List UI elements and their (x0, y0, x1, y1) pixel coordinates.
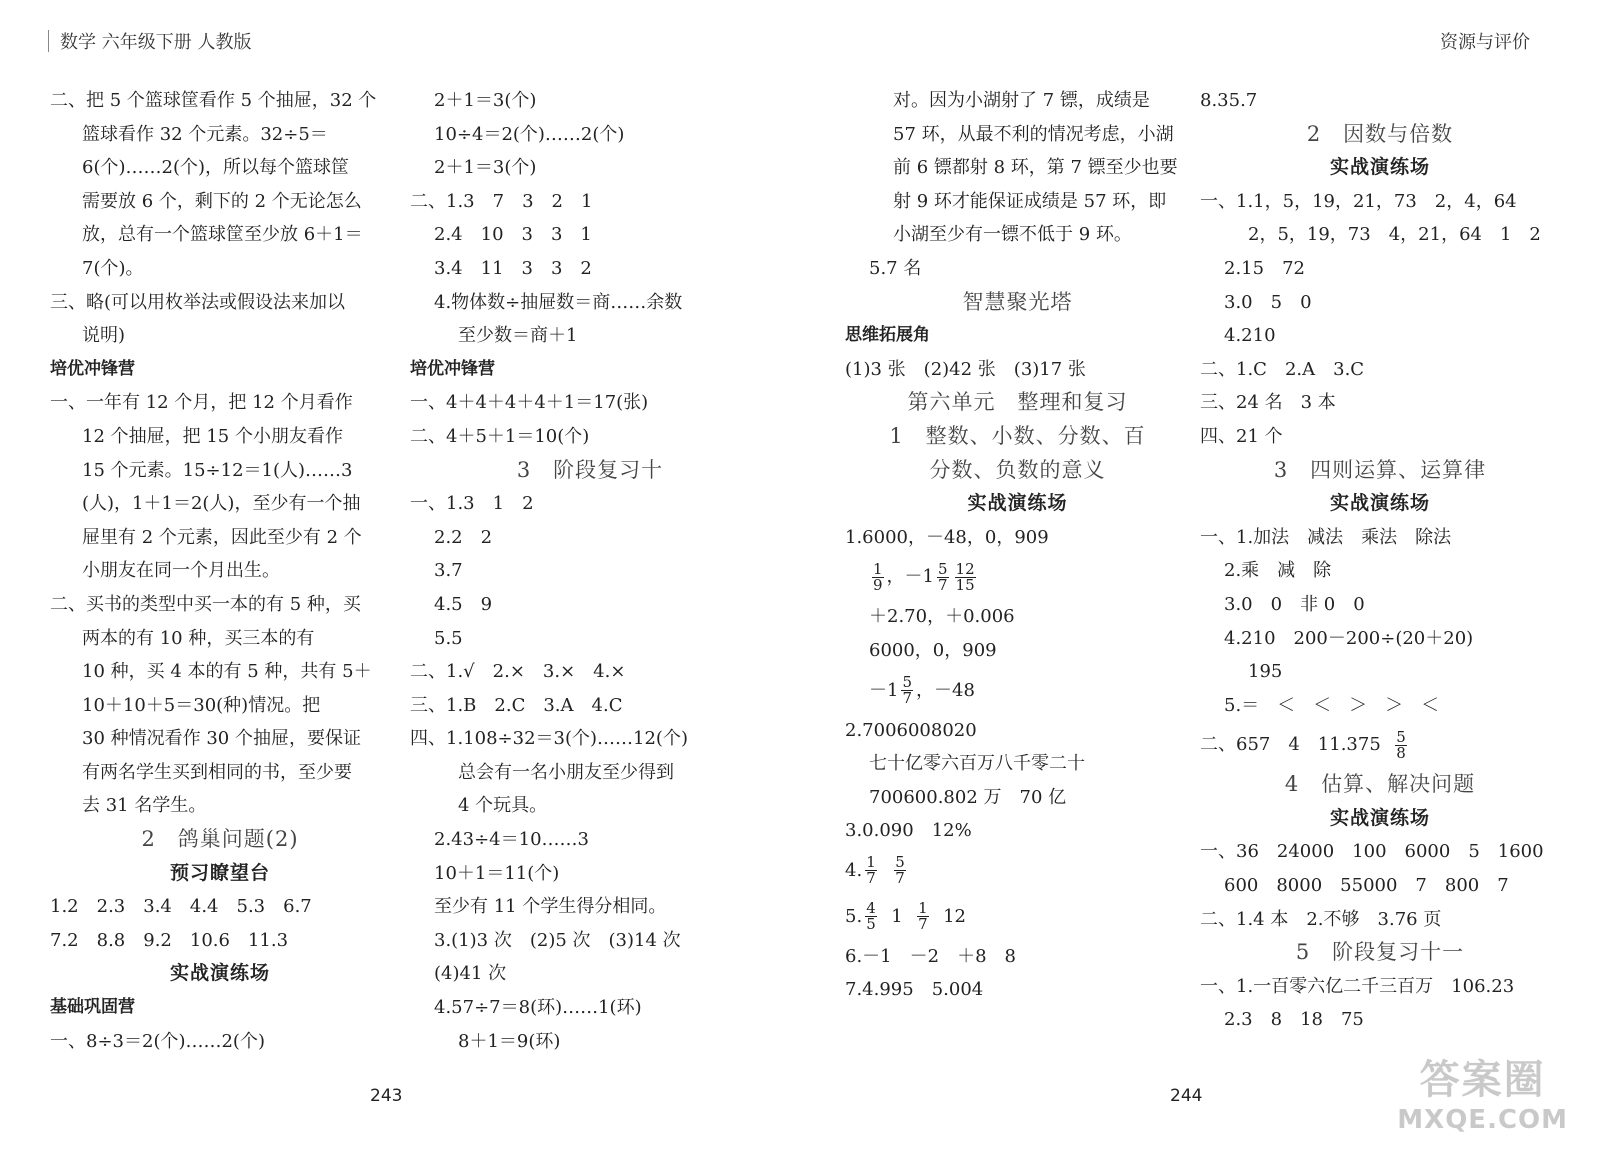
text-line: 15 个元素。15÷12＝1(人)……3 (82, 459, 353, 481)
text-fragment: 12 (943, 905, 966, 927)
text-line: 2.15 72 (1224, 257, 1305, 279)
text-line: 四、21 个 (1200, 425, 1283, 447)
fraction-denominator: 15 (955, 575, 975, 594)
text-line: 5.7 名 (869, 257, 922, 279)
text-line: 3.0 5 0 (1224, 291, 1312, 313)
text-line: 二、1.√ 2.× 3.× 4.× (410, 661, 626, 683)
text-line: 三、24 名 3 本 (1200, 392, 1336, 414)
text-line: 3.7 (434, 560, 463, 582)
text-line: 2.2 2 (434, 526, 493, 548)
text-line: 2＋1＝3(个) (434, 157, 537, 179)
fraction-numerator: 5 (1396, 727, 1406, 746)
text-line: 2.乘 减 除 (1224, 560, 1332, 582)
fraction (872, 559, 884, 594)
book-series: 资源与评价 (1440, 32, 1530, 53)
text-line: (4)41 次 (434, 963, 507, 985)
text-line: 2.3 8 18 75 (1224, 1009, 1364, 1031)
text-line: 12 个抽屉，把 15 个小朋友看作 (82, 425, 343, 447)
text-line: 二、1.3 7 3 2 1 (410, 190, 593, 212)
text-line: 2，5，19，73 4，21，64 1 2 (1248, 224, 1541, 246)
text-line: (人)，1＋1＝2(人)，至少有一个抽 (82, 493, 361, 515)
subsection-heading: 实战演练场 (967, 492, 1068, 515)
page-number-right: 244 (1170, 1086, 1203, 1106)
section-heading: 基础巩固营 (50, 997, 135, 1018)
section-heading: 培优冲锋营 (50, 358, 135, 379)
text-line: 一、4＋4＋4＋4＋1＝17(张) (410, 392, 649, 414)
text-line: 3.0 0 非 0 0 (1224, 593, 1365, 615)
fraction-numerator: 4 (866, 899, 876, 918)
fraction-numerator: 1 (918, 899, 928, 918)
text-line: 需要放 6 个，剩下的 2 个无论怎么 (82, 190, 362, 212)
text-line: 二、买书的类型中买一本的有 5 种，买 (50, 593, 361, 615)
fraction-denominator: 7 (938, 575, 948, 594)
fraction-line (845, 848, 1190, 894)
text-line: 600 8000 55000 7 800 7 (1224, 875, 1509, 897)
fraction-denominator: 7 (902, 689, 912, 707)
text-line: 二、1.C 2.A 3.C (1200, 358, 1365, 380)
text-line: 篮球看作 32 个元素。32÷5＝ (82, 123, 328, 145)
fraction-numerator: 5 (895, 853, 905, 872)
fraction (917, 901, 929, 932)
subsection-heading: 实战演练场 (1329, 156, 1430, 179)
header-divider (48, 30, 49, 52)
fraction-numerator: 5 (938, 559, 948, 578)
text-fragment: 二、657 4 11.375 (1200, 734, 1381, 756)
text-line: 6(个)……2(个)，所以每个篮球筐 (82, 157, 349, 179)
fraction-numerator: 12 (955, 559, 975, 578)
text-line: 10＋10＋5＝30(种)情况。把 (82, 694, 321, 716)
text-line: 一、1.3 1 2 (410, 493, 534, 515)
text-line: 5.5 (434, 627, 463, 649)
text-line: 4 个玩具。 (458, 795, 548, 817)
watermark-url: MXQE.COM (1397, 1105, 1568, 1135)
text-line: 10 种，买 4 本的有 5 种，共有 5＋ (82, 661, 372, 683)
text-fragment: －1 (869, 679, 899, 701)
column-2 (410, 84, 770, 1058)
fraction-denominator: 8 (1396, 743, 1406, 762)
column-1 (50, 84, 390, 1058)
section-banner: 智慧聚光塔 (962, 289, 1073, 314)
fraction-line (845, 668, 1190, 714)
lesson-title: 3 四则运算、运算律 (1273, 457, 1487, 482)
text-line: 8.35.7 (1200, 90, 1258, 111)
text-line: 10÷4＝2(个)……2(个) (434, 123, 625, 145)
text-line: 4.210 (1224, 325, 1276, 347)
text-line: 30 种情况看作 30 个抽屉，要保证 (82, 728, 361, 750)
text-fragment: 1 (891, 905, 903, 927)
fraction-line (1200, 722, 1560, 768)
column-4 (1200, 84, 1560, 1037)
lesson-title: 2 因数与倍数 (1306, 121, 1454, 146)
text-line: 有两名学生买到相同的书，至少要 (82, 761, 352, 783)
fraction-denominator: 7 (866, 869, 876, 888)
text-line: 至少数＝商＋1 (458, 325, 578, 347)
unit-title: 第六单元 整理和复习 (907, 390, 1128, 415)
fraction-line (845, 554, 1190, 600)
fraction (937, 559, 949, 594)
text-line: 一、8÷3＝2(个)……2(个) (50, 1030, 265, 1052)
text-line: 屉里有 2 个元素，因此至少有 2 个 (82, 526, 362, 548)
text-line: 3.4 11 3 3 2 (434, 257, 592, 279)
text-line: 4.物体数÷抽屉数＝商……余数 (434, 291, 683, 313)
text-line: 一、1.加法 减法 乘法 除法 (1200, 526, 1452, 548)
text-line: 700600.802 万 70 亿 (869, 786, 1067, 808)
text-fragment: ，－1 (886, 566, 934, 588)
subsection-heading: 预习瞭望台 (169, 861, 270, 884)
fraction-denominator: 9 (873, 575, 883, 594)
text-line: 小朋友在同一个月出生。 (82, 560, 280, 582)
text-line: 对。因为小湖射了 7 镖，成绩是 (893, 90, 1150, 111)
text-line: 说明) (82, 325, 126, 347)
text-line: 七十亿零六百万八千零二十 (869, 753, 1085, 775)
text-line: 二、4＋5＋1＝10(个) (410, 425, 590, 447)
text-line: 一、1.1，5，19，21，73 2，4，64 (1200, 190, 1517, 212)
text-line: ＋2.70，＋0.006 (869, 606, 1015, 628)
text-line: 一、一年有 12 个月，把 12 个月看作 (50, 392, 353, 414)
fraction (894, 855, 906, 886)
text-line: 2.7006008020 (845, 719, 977, 741)
fraction-denominator: 7 (895, 869, 905, 888)
text-line: 6000，0，909 (869, 639, 997, 661)
text-fragment: ，－48 (916, 679, 975, 701)
subsection-heading: 实战演练场 (1329, 492, 1430, 515)
text-line: 4.5 9 (434, 593, 493, 615)
text-line: 射 9 环才能保证成绩是 57 环，即 (893, 190, 1167, 212)
text-line: 7(个)。 (82, 257, 144, 279)
text-line: 1.6000，－48，0，909 (845, 526, 1049, 548)
text-line: 一、36 24000 100 6000 5 1600 (1200, 841, 1544, 863)
text-line: 二、把 5 个篮球筐看作 5 个抽屉，32 个 (50, 90, 377, 111)
watermark-logo (1397, 1048, 1568, 1135)
text-line: 三、1.B 2.C 3.A 4.C (410, 694, 623, 716)
text-line: 二、1.4 本 2.不够 3.76 页 (1200, 908, 1442, 930)
text-line: 7.2 8.8 9.2 10.6 11.3 (50, 929, 289, 951)
fraction-numerator: 1 (873, 559, 883, 578)
text-fragment: 5. (845, 905, 863, 927)
text-line: 至少有 11 个学生得分相同。 (434, 896, 667, 918)
text-line: 总会有一名小朋友至少得到 (458, 761, 674, 783)
fraction (1395, 727, 1407, 762)
fraction (901, 675, 913, 706)
lesson-title: 4 估算、解决问题 (1284, 772, 1476, 797)
text-line: 3.(1)3 次 (2)5 次 (3)14 次 (434, 929, 681, 951)
fraction-numerator: 1 (866, 853, 876, 872)
subsection-heading: 实战演练场 (1329, 806, 1430, 829)
text-line: 7.4.995 5.004 (845, 979, 984, 1001)
text-line: 去 31 名学生。 (82, 795, 207, 817)
subsection-heading: 实战演练场 (169, 962, 270, 985)
text-line: 57 环，从最不利的情况考虑，小湖 (893, 123, 1174, 145)
text-line: 2＋1＝3(个) (434, 90, 537, 111)
text-line: 放，总有一个篮球筐至少放 6＋1＝ (82, 224, 363, 246)
book-title: 数学 六年级下册 人教版 (60, 32, 252, 53)
fraction-numerator: 5 (902, 673, 912, 691)
text-line: (1)3 张 (2)42 张 (3)17 张 (845, 358, 1086, 380)
text-line: 一、1.一百零六亿二千三百万 106.23 (1200, 975, 1515, 997)
text-line: 小湖至少有一镖不低于 9 环。 (893, 224, 1132, 246)
lesson-title: 2 鸽巢问题(2) (141, 827, 299, 852)
text-fragment: 4. (845, 859, 863, 881)
fraction-denominator: 5 (866, 915, 876, 934)
fraction (865, 901, 877, 932)
section-heading: 思维拓展角 (845, 325, 930, 346)
column-3 (845, 84, 1190, 1007)
text-line: 2.43÷4＝10……3 (434, 829, 589, 851)
text-line: 1.2 2.3 3.4 4.4 5.3 6.7 (50, 896, 312, 918)
text-line: 3.0.090 12% (845, 820, 972, 842)
text-line: 前 6 镖都射 8 环，第 7 镖至少也要 (893, 157, 1178, 179)
text-line: 三、略(可以用枚举法或假设法来加以 (50, 291, 346, 313)
fraction-denominator: 7 (918, 915, 928, 934)
text-line: 四、1.108÷32＝3(个)……12(个) (410, 728, 688, 750)
text-line: 2.4 10 3 3 1 (434, 224, 592, 246)
fraction (955, 559, 976, 594)
page-number-left: 243 (370, 1086, 403, 1106)
text-line: 6.－1 －2 ＋8 8 (845, 945, 1016, 967)
section-heading: 培优冲锋营 (410, 358, 495, 379)
watermark-text: 答案圈 (1419, 1057, 1546, 1103)
text-line: 4.57÷7＝8(环)……1(环) (434, 997, 642, 1019)
fraction-line (845, 894, 1190, 940)
lesson-title: 5 阶段复习十一 (1295, 940, 1465, 965)
text-line: 5.＝ ＜ ＜ ＞ ＞ ＜ (1224, 694, 1440, 716)
lesson-title-cont: 分数、负数的意义 (929, 457, 1106, 482)
lesson-title: 3 阶段复习十 (516, 457, 664, 482)
text-line: 195 (1248, 661, 1283, 683)
lesson-title: 1 整数、小数、分数、百 (889, 423, 1146, 448)
text-line: 8＋1＝9(环) (458, 1030, 561, 1052)
fraction (865, 855, 877, 886)
text-line: 10＋1＝11(个) (434, 862, 560, 884)
text-line: 4.210 200－200÷(20＋20) (1224, 627, 1474, 649)
text-line: 两本的有 10 种，买三本的有 (82, 627, 315, 649)
